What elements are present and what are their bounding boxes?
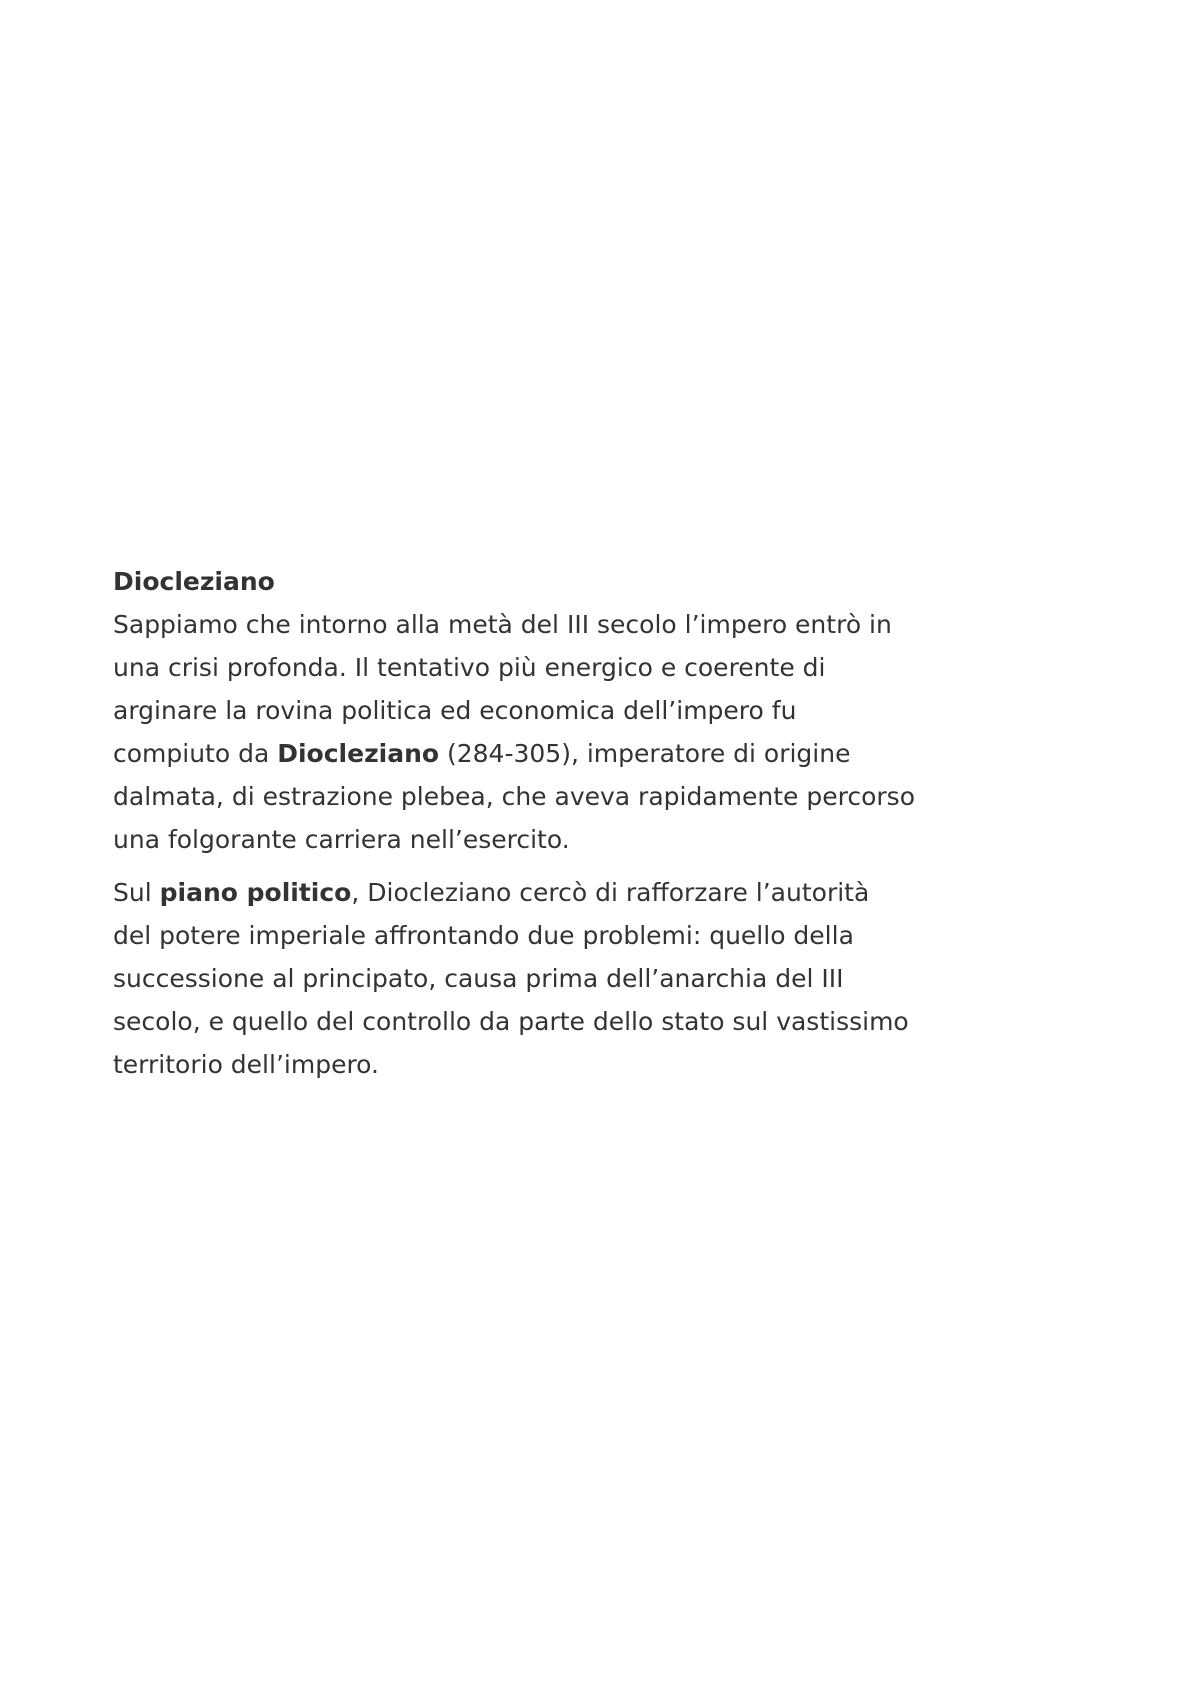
- paragraph-intro: [113, 603, 993, 861]
- bold-term: piano politico: [159, 878, 352, 907]
- line-text: compiuto da: [113, 739, 278, 768]
- paragraph-line: del potere imperiale affrontando due problemi: quello della: [113, 921, 854, 950]
- section-heading: Diocleziano: [113, 567, 275, 596]
- paragraph-line: secolo, e quello del controllo da parte dello stato sul vastissimo: [113, 1007, 909, 1036]
- paragraph-line: una crisi profonda. Il tentativo più energico e coerente di: [113, 653, 826, 682]
- paragraph-line: arginare la rovina politica ed economica dell’impero fu: [113, 696, 797, 725]
- paragraph-line: territorio dell’impero.: [113, 1050, 379, 1079]
- paragraph-line: dalmata, di estrazione plebea, che aveva rapidamente percorso: [113, 782, 915, 811]
- paragraph-line: [113, 871, 993, 914]
- document-body: [113, 560, 993, 1086]
- paragraph-line: una folgorante carriera nell’esercito.: [113, 825, 570, 854]
- paragraph-line: Sappiamo che intorno alla metà del III secolo l’impero entrò in: [113, 610, 892, 639]
- paragraph-line: successione al principato, causa prima dell’anarchia del III: [113, 964, 844, 993]
- line-text: (284-305), imperatore di origine: [439, 739, 851, 768]
- bold-term: Diocleziano: [277, 739, 440, 768]
- paragraph-political: [113, 871, 993, 1086]
- line-text: , Diocleziano cercò di rafforzare l’autorità: [351, 878, 870, 907]
- paragraph-line: [113, 732, 993, 775]
- line-text: Sul: [113, 878, 160, 907]
